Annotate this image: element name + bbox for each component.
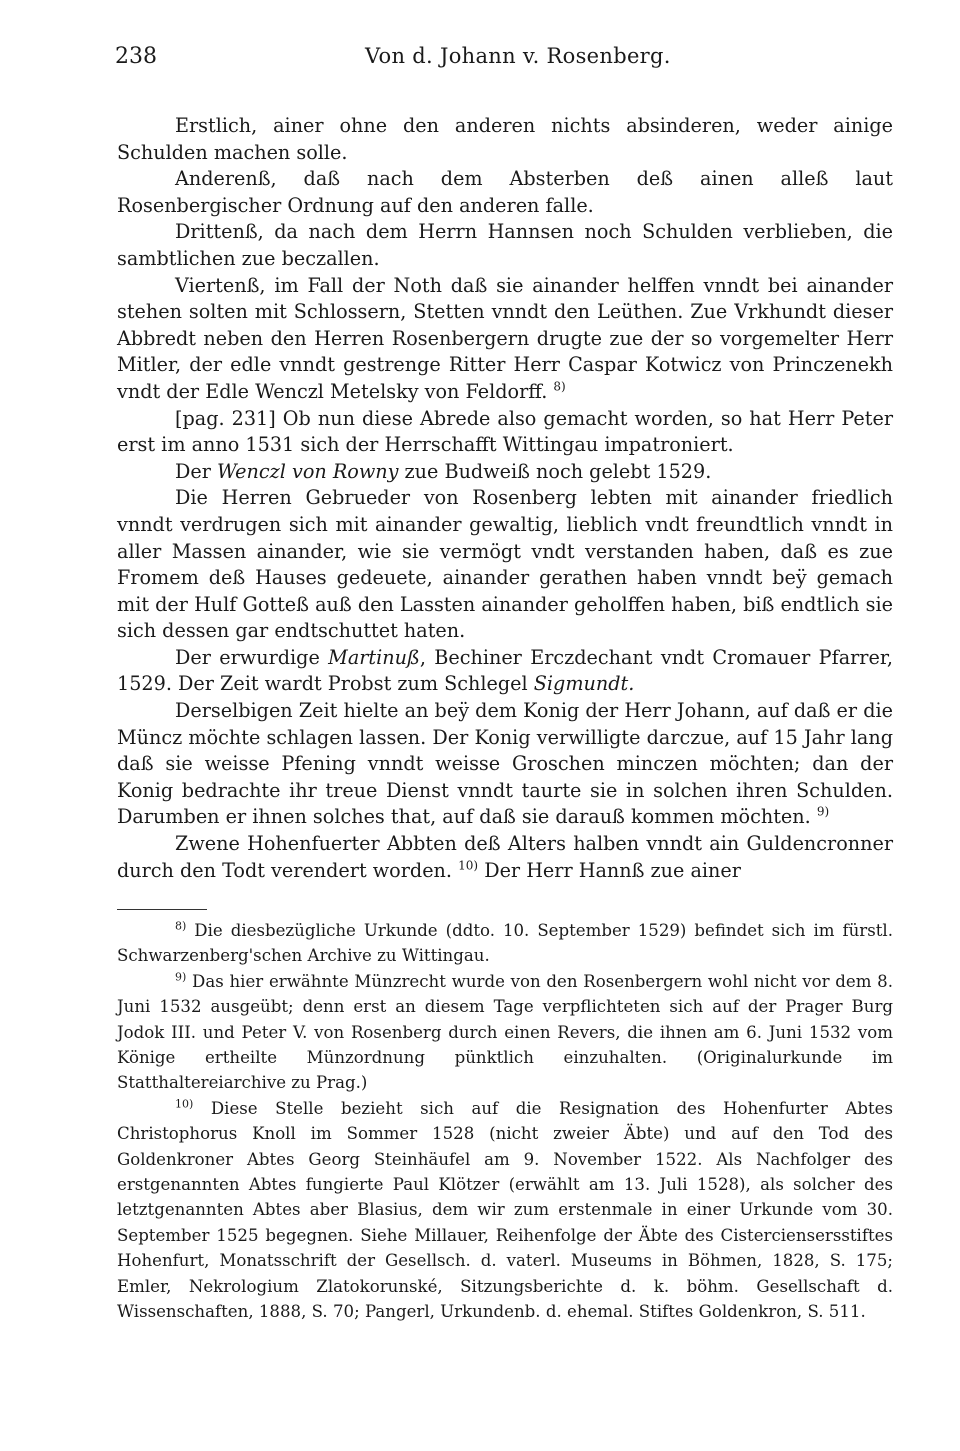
footnote-text: Diese Stelle bezieht sich auf die Resignation des Hohenfurter Abtes Christophorus Knoll im Sommer 1528 (nicht zweier Äbte) und auf den Tod des Goldenkroner Abtes Georg Steinhäufel am 9. November 1522. Als Nachfolger des erstgenannten Abtes fungierte Paul Klötzer (erwählt am 13. Juli 1528), als solcher des letztgenannten Abtes aber Blasius, dem wir zum erstenmale in einer Urkunde vom 30. September 1525 begegnen. Siehe Millauer, Reihenfolge der Äbte des Cisterciensersstiftes Hohenfurt, Monatsschrift der Gesellsch. d. vaterl. Museums in Böhmen, 1828, S. 175; Emler, Nekrologium Zlatokorunské, Sitzungsberichte d. k. böhm. Gesellschaft d. Wissenschaften, 1888, S. 70; Pangerl, Urkundenb. d. ehemal. Stiftes Goldenkron, S. 511.: [117, 1098, 893, 1322]
italic-name: Sigmundt.: [533, 672, 635, 696]
page-header: [115, 44, 895, 74]
italic-name: Martinuß: [328, 645, 420, 669]
footnote: [117, 918, 893, 969]
paragraph: Drittenß, da nach dem Herrn Hannsen noch Schulden verblieben, die sambtlichen zue beczallen.: [117, 220, 893, 270]
paragraph: Die Herren Gebrueder von Rosenberg lebten mit ainander friedlich vnndt verdrugen sich mit ainander gewaltig, lieblich vndt freundtlich vnndt in aller Massen ainander, wie sie vermögt vndt verstanden haben, daß es zue Fromem deß Hauses gedeuete, ainander gerathen haben vnndt beÿ gemach mit der Hulf Gotteß auß den Lassten ainander geholffen haben, biß endtlich sie sich dessen gar endtschuttet haten.: [117, 486, 893, 643]
footnote-ref-8: 8): [553, 379, 566, 394]
footnotes: [117, 918, 893, 1325]
page-number: 238: [115, 44, 157, 69]
paragraph-text: Viertenß, im Fall der Noth daß sie ainander helffen vnndt bei ainander stehen solten mit Schlossern, Stetten vnndt den Leüthen. Zue Vrkhundt dieser Abbredt neben den Herren Rosenbergern drugte zue der so vorgemelter Herr Mitler, der edle vnndt gestrenge Ritter Herr Caspar Kotwicz von Princzenekh vndt der Edle Wenczl Metelsky von Feldorff.: [117, 273, 893, 403]
paragraph: [117, 698, 893, 831]
footnote-ref-10: 10): [458, 858, 479, 873]
footnote-mark: 10): [175, 1097, 194, 1111]
paragraph: Der Wenczl von Rowny zue Budweiß noch gelebt 1529.: [175, 459, 712, 483]
paragraph-text: Zwene Hohenfuerter Abbten deß Alters halben vnndt ain Guldencronner durch den Todt verendert worden.: [117, 832, 893, 882]
footnote-text: Das hier erwähnte Münzrecht wurde von den Rosenbergern wohl nicht vor dem 8. Juni 1532 ausgeübt; denn erst an diesem Tage verpflichteten sich auf der Prager Burg Jodok III. und Peter V. von Rosenberg durch einen Revers, die ihnen am 6. Juni 1532 vom Könige ertheilte Münzordnung pünktlich einzuhalten. (Originalurkunde im Statthaltereiarchive zu Prag.): [117, 971, 893, 1093]
main-text: [117, 113, 893, 884]
footnote-text: Die diesbezügliche Urkunde (ddto. 10. September 1529) befindet sich im fürstl. Schwarzenberg'schen Archive zu Wittingau.: [117, 921, 893, 966]
paragraph: Anderenß, daß nach dem Absterben deß ainen alleß laut Rosenbergischer Ordnung auf den anderen falle.: [117, 167, 893, 217]
paragraph-text: Der Herr Hannß zue ainer: [484, 858, 741, 882]
footnote: [117, 969, 893, 1096]
footnote-divider: [117, 909, 207, 910]
paragraph: Der erwurdige Martinuß, Bechiner Erczdechant vndt Cromauer Pfarrer, 1529. Der Zeit wardt Probst zum Schlegel Sigmundt.: [117, 645, 893, 696]
paragraph: [117, 831, 893, 884]
paragraph: [117, 273, 893, 406]
paragraph: [pag. 231] Ob nun diese Abrede also gemacht worden, so hat Herr Peter erst im anno 1531 sich der Herrschafft Wittingau impatroniert.: [117, 406, 893, 457]
footnote: [117, 1096, 893, 1325]
footnote-ref-9: 9): [816, 805, 830, 820]
paragraph-text: Derselbigen Zeit hielte an beÿ dem Konig der Herr Johann, auf daß er die Müncz möchte schlagen lassen. Der Konig verwilligte darczue, auf 15 Jahr lang daß sie weisse Pfening vnndt weisse Groschen minczen möchten; dan der Konig bedrachte ihr treue Dienst vnndt taurte sie in solchen ihren Schulden. Darumben er ihnen solches that, auf daß sie darauß kommen möchten.: [117, 699, 893, 829]
paragraph: Erstlich, ainer ohne den anderen nichts absinderen, weder ainige Schulden machen solle.: [117, 114, 893, 164]
footnote-mark: 8): [175, 919, 187, 933]
footnote-mark: 9): [175, 970, 187, 984]
running-head: Von d. Johann v. Rosenberg.: [365, 44, 671, 68]
italic-name: Wenczl von Rowny: [217, 459, 399, 483]
